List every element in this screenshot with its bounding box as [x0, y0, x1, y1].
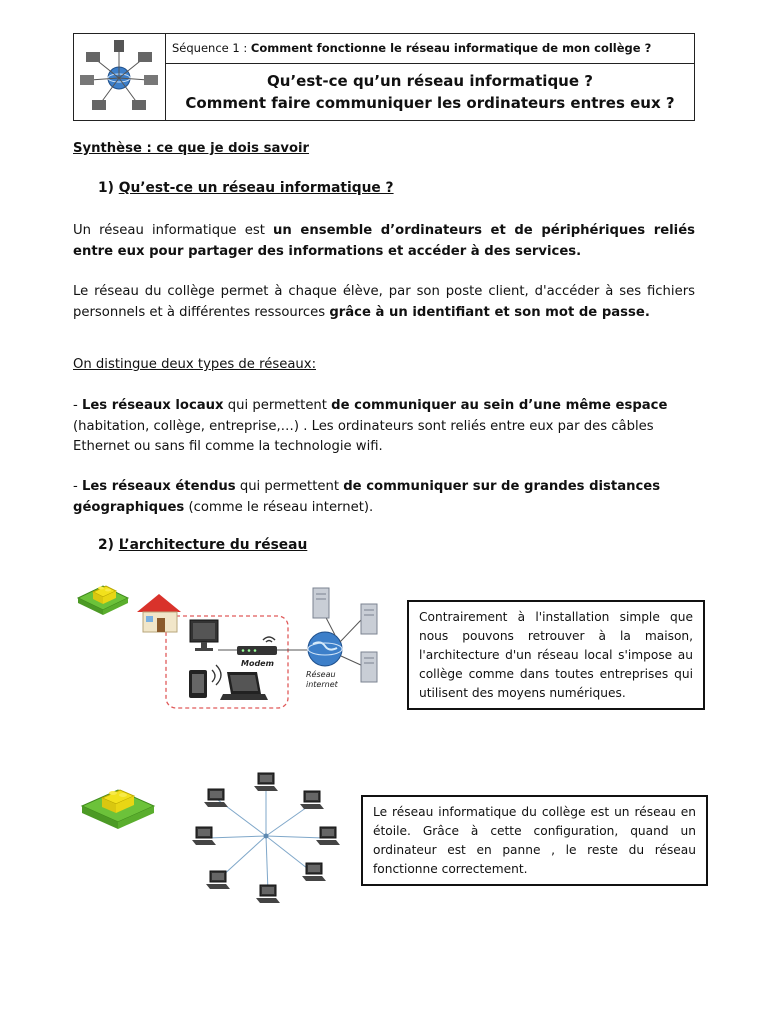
computer-icon [192, 827, 216, 845]
internet-label-2: internet [306, 680, 338, 689]
sequence-title: Comment fonctionne le réseau informatique de mon collège ? [250, 41, 652, 55]
computer-icon [316, 827, 340, 845]
modem-label: Modem [241, 659, 274, 668]
home-vs-college-textbox: Contrairement à l'installation simple que nous pouvons retrouver à la maison, l'architecture d'un réseau local s'impose au collège comme dans toutes entreprises qui utilisent des moyens numériques. [407, 600, 705, 710]
network-types-heading: On distingue deux types de réseaux: [73, 357, 317, 372]
computer-icon [256, 885, 280, 903]
wide-bold: de communiquer sur de grandes distances géographiques [73, 479, 661, 515]
network-logo [74, 34, 166, 121]
computer-icon [204, 789, 228, 807]
section2-heading [98, 535, 307, 556]
local-rest: (habitation, collège, entreprise,…) . Les ordinateurs sont reliés entre eux par des câbles Ethernet ou sans fil comme la technologie wifi. [73, 418, 654, 454]
definition-paragraph [73, 221, 695, 262]
computer-icon [206, 871, 230, 889]
lesson-title-1: Qu’est-ce qu’un réseau informatique ? [267, 72, 593, 90]
section2-number: 2) [98, 537, 114, 553]
network-logo-icon [74, 34, 164, 120]
sequence-line [166, 34, 694, 64]
college-network-bold: grâce à un identifiant et son mot de passe. [329, 304, 650, 320]
star-network-textbox: Le réseau informatique du collège est un réseau en étoile. Grâce à cette configuration, quand un ordinateur est en panne , le reste du réseau fonctionne correctement. [361, 795, 708, 886]
internet-label-1: Réseau [306, 670, 336, 679]
lego-block-icon [76, 578, 130, 618]
tablet-icon [189, 670, 207, 698]
section1-heading [98, 178, 394, 199]
house-icon [137, 594, 181, 632]
college-network-text: Le réseau du collège permet à chaque élève, par son poste client, d'accéder à ses fichiers personnels et à différentes ressources [73, 284, 695, 320]
globe-icon [306, 632, 342, 689]
modem-icon [237, 637, 277, 668]
local-name: Les réseaux locaux [81, 398, 224, 413]
synthese-heading: Synthèse : ce que je dois savoir [73, 141, 310, 156]
sequence-label: Séquence 1 : [172, 41, 248, 55]
local-networks-paragraph [73, 396, 695, 458]
definition-bold: un ensemble d’ordinateurs et de périphériques reliés entre eux pour partager des informations et accéder à des services. [73, 223, 695, 259]
wide-networks-paragraph [73, 477, 695, 518]
home-network-diagram [135, 586, 397, 714]
star-network-diagram [190, 770, 345, 910]
server-icon [361, 604, 377, 634]
lesson-title-2: Comment faire communiquer les ordinateurs entres eux ? [185, 94, 675, 112]
wide-mid: qui permettent [235, 479, 344, 494]
college-network-paragraph [73, 282, 695, 323]
wide-rest: (comme le réseau internet). [184, 499, 374, 515]
lego-block-icon [80, 778, 156, 832]
wide-name: Les réseaux étendus [81, 479, 236, 494]
monitor-icon [190, 620, 218, 651]
section2-title: L’architecture du réseau [118, 537, 308, 553]
lesson-header [73, 33, 695, 121]
definition-intro: Un réseau informatique est [73, 223, 274, 238]
section1-title: Qu’est-ce un réseau informatique ? [118, 180, 394, 196]
computer-icon [254, 773, 278, 791]
computer-icon [300, 791, 324, 809]
wide-dash: - [73, 479, 82, 494]
server-icon [313, 588, 329, 618]
server-icon [361, 652, 377, 682]
section1-number: 1) [98, 180, 114, 196]
local-bold: de communiquer au sein d’une même espace [331, 398, 668, 413]
lesson-titles [166, 64, 694, 120]
local-mid: qui permettent [223, 398, 332, 413]
computer-icon [302, 863, 326, 881]
local-dash: - [73, 398, 82, 413]
laptop-icon [220, 672, 268, 700]
